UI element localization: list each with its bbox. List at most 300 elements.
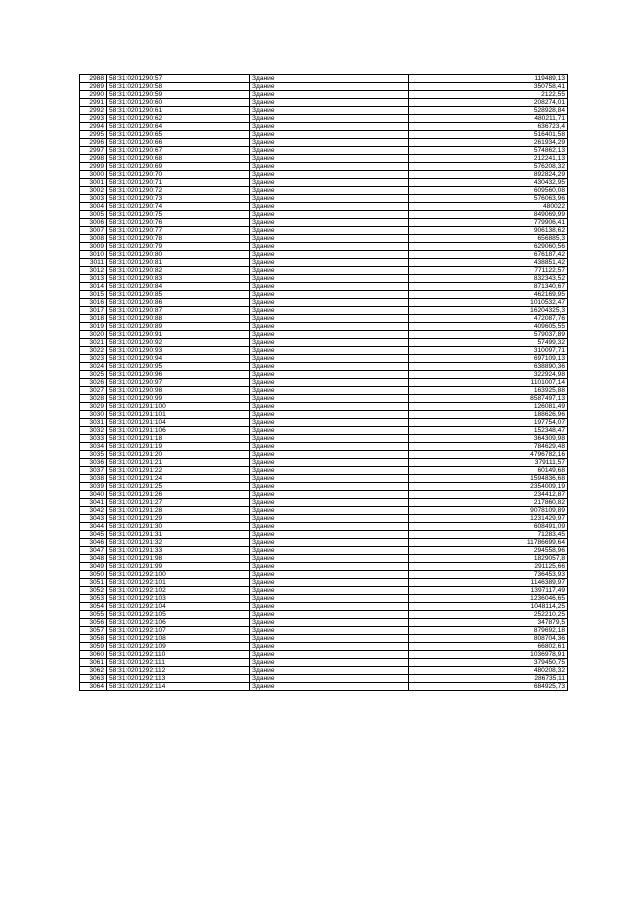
table-row <box>80 643 568 651</box>
cadastral-number-cell: 58:31:0201290:79 <box>107 243 250 251</box>
cadastral-value-cell: 438851,42 <box>409 259 568 267</box>
cadastral-number-cell: 58:31:0201290:92 <box>107 339 250 347</box>
cadastral-value-cell: 4796782,16 <box>409 451 568 459</box>
table-row <box>80 595 568 603</box>
table-row <box>80 587 568 595</box>
row-number-cell: 3033 <box>80 435 107 443</box>
row-number-cell: 3006 <box>80 219 107 227</box>
row-number-cell: 3051 <box>80 579 107 587</box>
row-number-cell: 3002 <box>80 187 107 195</box>
table-row <box>80 115 568 123</box>
table-row <box>80 659 568 667</box>
cadastral-value-cell: 636723,4 <box>409 123 568 131</box>
row-number-cell: 3007 <box>80 227 107 235</box>
object-type-cell: Здание <box>250 243 409 251</box>
object-type-cell: Здание <box>250 155 409 163</box>
object-type-cell: Здание <box>250 515 409 523</box>
cadastral-number-cell: 58:31:0201290:58 <box>107 83 250 91</box>
row-number-cell: 3057 <box>80 627 107 635</box>
table-row <box>80 275 568 283</box>
row-number-cell: 3035 <box>80 451 107 459</box>
row-number-cell: 3027 <box>80 387 107 395</box>
table-row <box>80 459 568 467</box>
cadastral-value-cell: 480208,32 <box>409 667 568 675</box>
cadastral-value-cell: 684925,73 <box>409 683 568 691</box>
cadastral-value-cell: 294558,96 <box>409 547 568 555</box>
row-number-cell: 3011 <box>80 259 107 267</box>
table-row <box>80 203 568 211</box>
object-type-cell: Здание <box>250 107 409 115</box>
cadastral-value-cell: 261934,29 <box>409 139 568 147</box>
table-row <box>80 171 568 179</box>
cadastral-value-cell: 430432,95 <box>409 179 568 187</box>
cadastral-value-cell: 350758,41 <box>409 83 568 91</box>
cadastral-number-cell: 58:31:0201292:111 <box>107 659 250 667</box>
table-row <box>80 443 568 451</box>
cadastral-value-cell: 119489,13 <box>409 75 568 83</box>
cadastral-value-cell: 609560,08 <box>409 187 568 195</box>
cadastral-number-cell: 58:31:0201291:28 <box>107 507 250 515</box>
cadastral-number-cell: 58:31:0201290:71 <box>107 179 250 187</box>
cadastral-number-cell: 58:31:0201290:75 <box>107 211 250 219</box>
row-number-cell: 3029 <box>80 403 107 411</box>
cadastral-value-cell: 871340,67 <box>409 283 568 291</box>
table-row <box>80 651 568 659</box>
cadastral-value-cell: 152348,47 <box>409 427 568 435</box>
table-row <box>80 555 568 563</box>
object-type-cell: Здание <box>250 419 409 427</box>
table-row <box>80 491 568 499</box>
cadastral-value-cell: 11786699,64 <box>409 539 568 547</box>
cadastral-value-cell: 71283,45 <box>409 531 568 539</box>
object-type-cell: Здание <box>250 451 409 459</box>
cadastral-number-cell: 58:31:0201291:27 <box>107 499 250 507</box>
row-number-cell: 3020 <box>80 331 107 339</box>
cadastral-number-cell: 58:31:0201290:67 <box>107 147 250 155</box>
object-type-cell: Здание <box>250 307 409 315</box>
cadastral-number-cell: 58:31:0201290:99 <box>107 395 250 403</box>
cadastral-value-cell: 8587497,13 <box>409 395 568 403</box>
object-type-cell: Здание <box>250 611 409 619</box>
cadastral-value-cell: 409605,55 <box>409 323 568 331</box>
cadastral-value-cell: 163925,88 <box>409 387 568 395</box>
row-number-cell: 3046 <box>80 539 107 547</box>
row-number-cell: 3017 <box>80 307 107 315</box>
table-row <box>80 307 568 315</box>
object-type-cell: Здание <box>250 355 409 363</box>
object-type-cell: Здание <box>250 627 409 635</box>
object-type-cell: Здание <box>250 411 409 419</box>
table-row <box>80 107 568 115</box>
table-row <box>80 603 568 611</box>
table-row <box>80 347 568 355</box>
cadastral-value-cell: 472087,76 <box>409 315 568 323</box>
object-type-cell: Здание <box>250 475 409 483</box>
table-row <box>80 475 568 483</box>
cadastral-number-cell: 58:31:0201292:100 <box>107 571 250 579</box>
cadastral-number-cell: 58:31:0201292:104 <box>107 603 250 611</box>
cadastral-number-cell: 58:31:0201291:19 <box>107 443 250 451</box>
cadastral-value-cell: 879692,18 <box>409 627 568 635</box>
object-type-cell: Здание <box>250 163 409 171</box>
row-number-cell: 3062 <box>80 667 107 675</box>
cadastral-value-cell: 1231429,97 <box>409 515 568 523</box>
table-row <box>80 155 568 163</box>
row-number-cell: 3021 <box>80 339 107 347</box>
cadastral-value-cell: 576208,32 <box>409 163 568 171</box>
row-number-cell: 3000 <box>80 171 107 179</box>
row-number-cell: 2995 <box>80 131 107 139</box>
row-number-cell: 2989 <box>80 83 107 91</box>
table-row <box>80 515 568 523</box>
object-type-cell: Здание <box>250 507 409 515</box>
table-row <box>80 547 568 555</box>
table-row <box>80 467 568 475</box>
table-row <box>80 395 568 403</box>
object-type-cell: Здание <box>250 587 409 595</box>
object-type-cell: Здание <box>250 483 409 491</box>
object-type-cell: Здание <box>250 675 409 683</box>
row-number-cell: 3059 <box>80 643 107 651</box>
table-row <box>80 331 568 339</box>
table-row <box>80 499 568 507</box>
table-row <box>80 315 568 323</box>
cadastral-value-cell: 16204325,3 <box>409 307 568 315</box>
cadastral-value-cell: 516401,58 <box>409 131 568 139</box>
row-number-cell: 2999 <box>80 163 107 171</box>
cadastral-value-cell: 212241,13 <box>409 155 568 163</box>
cadastral-number-cell: 58:31:0201290:64 <box>107 123 250 131</box>
cadastral-value-cell: 1594836,68 <box>409 475 568 483</box>
cadastral-value-cell: 252210,25 <box>409 611 568 619</box>
object-type-cell: Здание <box>250 683 409 691</box>
object-type-cell: Здание <box>250 531 409 539</box>
table-row <box>80 419 568 427</box>
table-row <box>80 283 568 291</box>
cadastral-value-cell: 364309,98 <box>409 435 568 443</box>
cadastral-value-cell: 462169,95 <box>409 291 568 299</box>
cadastral-number-cell: 58:31:0201291:99 <box>107 563 250 571</box>
row-number-cell: 3050 <box>80 571 107 579</box>
object-type-cell: Здание <box>250 427 409 435</box>
object-type-cell: Здание <box>250 83 409 91</box>
cadastral-value-cell: 379450,75 <box>409 659 568 667</box>
cadastral-number-cell: 58:31:0201290:97 <box>107 379 250 387</box>
table-row <box>80 403 568 411</box>
table-row <box>80 675 568 683</box>
cadastral-number-cell: 58:31:0201291:29 <box>107 515 250 523</box>
cadastral-number-cell: 58:31:0201291:106 <box>107 427 250 435</box>
object-type-cell: Здание <box>250 667 409 675</box>
row-number-cell: 3005 <box>80 211 107 219</box>
row-number-cell: 3064 <box>80 683 107 691</box>
table-row <box>80 539 568 547</box>
object-type-cell: Здание <box>250 523 409 531</box>
cadastral-number-cell: 58:31:0201290:69 <box>107 163 250 171</box>
cadastral-number-cell: 58:31:0201290:85 <box>107 291 250 299</box>
cadastral-number-cell: 58:31:0201291:100 <box>107 403 250 411</box>
table-row <box>80 579 568 587</box>
cadastral-number-cell: 58:31:0201292:113 <box>107 675 250 683</box>
cadastral-value-cell: 1048114,25 <box>409 603 568 611</box>
cadastral-number-cell: 58:31:0201291:24 <box>107 475 250 483</box>
cadastral-number-cell: 58:31:0201290:72 <box>107 187 250 195</box>
cadastral-value-cell: 286735,11 <box>409 675 568 683</box>
object-type-cell: Здание <box>250 331 409 339</box>
object-type-cell: Здание <box>250 347 409 355</box>
cadastral-number-cell: 58:31:0201290:87 <box>107 307 250 315</box>
cadastral-number-cell: 58:31:0201290:73 <box>107 195 250 203</box>
object-type-cell: Здание <box>250 403 409 411</box>
object-type-cell: Здание <box>250 91 409 99</box>
cadastral-value-cell: 347879,5 <box>409 619 568 627</box>
cadastral-value-cell: 322924,98 <box>409 371 568 379</box>
object-type-cell: Здание <box>250 563 409 571</box>
cadastral-number-cell: 58:31:0201291:101 <box>107 411 250 419</box>
row-number-cell: 2992 <box>80 107 107 115</box>
table-row <box>80 635 568 643</box>
object-type-cell: Здание <box>250 123 409 131</box>
cadastral-number-cell: 58:31:0201290:59 <box>107 91 250 99</box>
object-type-cell: Здание <box>250 267 409 275</box>
object-type-cell: Здание <box>250 499 409 507</box>
object-type-cell: Здание <box>250 619 409 627</box>
object-type-cell: Здание <box>250 75 409 83</box>
cadastral-number-cell: 58:31:0201292:105 <box>107 611 250 619</box>
object-type-cell: Здание <box>250 187 409 195</box>
table-row <box>80 251 568 259</box>
cadastral-value-cell: 1010532,47 <box>409 299 568 307</box>
cadastral-number-cell: 58:31:0201290:76 <box>107 219 250 227</box>
cadastral-value-cell: 66802,61 <box>409 643 568 651</box>
row-number-cell: 3041 <box>80 499 107 507</box>
table-row <box>80 483 568 491</box>
object-type-cell: Здание <box>250 99 409 107</box>
table-row <box>80 427 568 435</box>
cadastral-value-cell: 832343,52 <box>409 275 568 283</box>
object-type-cell: Здание <box>250 291 409 299</box>
table-body <box>80 75 568 691</box>
table-row <box>80 451 568 459</box>
cadastral-number-cell: 58:31:0201292:101 <box>107 579 250 587</box>
row-number-cell: 2996 <box>80 139 107 147</box>
cadastral-number-cell: 58:31:0201290:81 <box>107 259 250 267</box>
cadastral-value-cell: 1236046,65 <box>409 595 568 603</box>
table-row <box>80 363 568 371</box>
cadastral-number-cell: 58:31:0201292:110 <box>107 651 250 659</box>
cadastral-number-cell: 58:31:0201290:86 <box>107 299 250 307</box>
row-number-cell: 3010 <box>80 251 107 259</box>
object-type-cell: Здание <box>250 643 409 651</box>
cadastral-value-cell: 629060,56 <box>409 243 568 251</box>
cadastral-number-cell: 58:31:0201290:82 <box>107 267 250 275</box>
cadastral-number-cell: 58:31:0201290:60 <box>107 99 250 107</box>
row-number-cell: 2990 <box>80 91 107 99</box>
cadastral-number-cell: 58:31:0201291:98 <box>107 555 250 563</box>
row-number-cell: 3030 <box>80 411 107 419</box>
object-type-cell: Здание <box>250 139 409 147</box>
cadastral-number-cell: 58:31:0201291:18 <box>107 435 250 443</box>
cadastral-value-cell: 638890,36 <box>409 363 568 371</box>
cadastral-number-cell: 58:31:0201290:80 <box>107 251 250 259</box>
row-number-cell: 2988 <box>80 75 107 83</box>
cadastral-number-cell: 58:31:0201290:83 <box>107 275 250 283</box>
table-row <box>80 83 568 91</box>
cadastral-number-cell: 58:31:0201291:20 <box>107 451 250 459</box>
row-number-cell: 3022 <box>80 347 107 355</box>
object-type-cell: Здание <box>250 579 409 587</box>
cadastral-number-cell: 58:31:0201290:78 <box>107 235 250 243</box>
cadastral-number-cell: 58:31:0201290:94 <box>107 355 250 363</box>
object-type-cell: Здание <box>250 251 409 259</box>
cadastral-value-cell: 528928,84 <box>409 107 568 115</box>
row-number-cell: 3031 <box>80 419 107 427</box>
row-number-cell: 3045 <box>80 531 107 539</box>
object-type-cell: Здание <box>250 179 409 187</box>
row-number-cell: 3048 <box>80 555 107 563</box>
object-type-cell: Здание <box>250 595 409 603</box>
row-number-cell: 2993 <box>80 115 107 123</box>
row-number-cell: 3014 <box>80 283 107 291</box>
row-number-cell: 3037 <box>80 467 107 475</box>
table-row <box>80 339 568 347</box>
object-type-cell: Здание <box>250 571 409 579</box>
cadastral-value-cell: 1101007,14 <box>409 379 568 387</box>
table-row <box>80 667 568 675</box>
cadastral-value-cell: 784629,48 <box>409 443 568 451</box>
object-type-cell: Здание <box>250 467 409 475</box>
table-row <box>80 291 568 299</box>
cadastral-number-cell: 58:31:0201292:107 <box>107 627 250 635</box>
cadastral-number-cell: 58:31:0201291:32 <box>107 539 250 547</box>
cadastral-number-cell: 58:31:0201291:30 <box>107 523 250 531</box>
table-row <box>80 99 568 107</box>
object-type-cell: Здание <box>250 555 409 563</box>
row-number-cell: 2997 <box>80 147 107 155</box>
row-number-cell: 3015 <box>80 291 107 299</box>
object-type-cell: Здание <box>250 211 409 219</box>
table-row <box>80 267 568 275</box>
cadastral-number-cell: 58:31:0201290:84 <box>107 283 250 291</box>
row-number-cell: 2998 <box>80 155 107 163</box>
row-number-cell: 3026 <box>80 379 107 387</box>
cadastral-value-table <box>79 74 568 691</box>
row-number-cell: 3061 <box>80 659 107 667</box>
cadastral-value-cell: 1036978,91 <box>409 651 568 659</box>
cadastral-value-cell: 9078109,89 <box>409 507 568 515</box>
row-number-cell: 3053 <box>80 595 107 603</box>
object-type-cell: Здание <box>250 387 409 395</box>
row-number-cell: 3042 <box>80 507 107 515</box>
row-number-cell: 3019 <box>80 323 107 331</box>
object-type-cell: Здание <box>250 363 409 371</box>
cadastral-number-cell: 58:31:0201292:103 <box>107 595 250 603</box>
cadastral-number-cell: 58:31:0201290:65 <box>107 131 250 139</box>
cadastral-number-cell: 58:31:0201291:26 <box>107 491 250 499</box>
cadastral-number-cell: 58:31:0201291:25 <box>107 483 250 491</box>
table-row <box>80 531 568 539</box>
cadastral-number-cell: 58:31:0201290:57 <box>107 75 250 83</box>
cadastral-number-cell: 58:31:0201290:95 <box>107 363 250 371</box>
object-type-cell: Здание <box>250 203 409 211</box>
cadastral-number-cell: 58:31:0201292:109 <box>107 643 250 651</box>
row-number-cell: 3055 <box>80 611 107 619</box>
table-row <box>80 139 568 147</box>
cadastral-value-cell: 310097,71 <box>409 347 568 355</box>
row-number-cell: 3001 <box>80 179 107 187</box>
row-number-cell: 3040 <box>80 491 107 499</box>
object-type-cell: Здание <box>250 259 409 267</box>
table-row <box>80 507 568 515</box>
cadastral-number-cell: 58:31:0201290:96 <box>107 371 250 379</box>
object-type-cell: Здание <box>250 283 409 291</box>
object-type-cell: Здание <box>250 539 409 547</box>
cadastral-number-cell: 58:31:0201290:91 <box>107 331 250 339</box>
cadastral-number-cell: 58:31:0201290:74 <box>107 203 250 211</box>
table-row <box>80 179 568 187</box>
cadastral-value-cell: 574862,13 <box>409 147 568 155</box>
row-number-cell: 3024 <box>80 363 107 371</box>
object-type-cell: Здание <box>250 547 409 555</box>
row-number-cell: 2994 <box>80 123 107 131</box>
object-type-cell: Здание <box>250 459 409 467</box>
table-row <box>80 75 568 83</box>
object-type-cell: Здание <box>250 603 409 611</box>
table-row <box>80 323 568 331</box>
cadastral-value-cell: 217860,82 <box>409 499 568 507</box>
cadastral-value-cell: 779906,41 <box>409 219 568 227</box>
table-row <box>80 571 568 579</box>
cadastral-number-cell: 58:31:0201291:21 <box>107 459 250 467</box>
table-row <box>80 379 568 387</box>
cadastral-number-cell: 58:31:0201290:77 <box>107 227 250 235</box>
object-type-cell: Здание <box>250 219 409 227</box>
table-row <box>80 147 568 155</box>
cadastral-value-cell: 197754,07 <box>409 419 568 427</box>
cadastral-number-cell: 58:31:0201292:108 <box>107 635 250 643</box>
cadastral-value-cell: 234412,87 <box>409 491 568 499</box>
table-row <box>80 683 568 691</box>
table-row <box>80 123 568 131</box>
cadastral-number-cell: 58:31:0201290:66 <box>107 139 250 147</box>
row-number-cell: 3004 <box>80 203 107 211</box>
object-type-cell: Здание <box>250 275 409 283</box>
cadastral-number-cell: 58:31:0201290:98 <box>107 387 250 395</box>
row-number-cell: 3052 <box>80 587 107 595</box>
cadastral-value-cell: 60149,68 <box>409 467 568 475</box>
table-row <box>80 387 568 395</box>
object-type-cell: Здание <box>250 635 409 643</box>
cadastral-value-cell: 576063,96 <box>409 195 568 203</box>
row-number-cell: 3063 <box>80 675 107 683</box>
row-number-cell: 3044 <box>80 523 107 531</box>
cadastral-number-cell: 58:31:0201290:70 <box>107 171 250 179</box>
row-number-cell: 3009 <box>80 243 107 251</box>
object-type-cell: Здание <box>250 491 409 499</box>
cadastral-value-cell: 480022 <box>409 203 568 211</box>
table-row <box>80 299 568 307</box>
row-number-cell: 3016 <box>80 299 107 307</box>
cadastral-value-cell: 208274,01 <box>409 99 568 107</box>
cadastral-value-cell: 808704,36 <box>409 635 568 643</box>
object-type-cell: Здание <box>250 659 409 667</box>
cadastral-value-cell: 608491,09 <box>409 523 568 531</box>
cadastral-value-cell: 579037,89 <box>409 331 568 339</box>
table-row <box>80 131 568 139</box>
cadastral-value-cell: 892824,29 <box>409 171 568 179</box>
table-row <box>80 371 568 379</box>
table-row <box>80 243 568 251</box>
